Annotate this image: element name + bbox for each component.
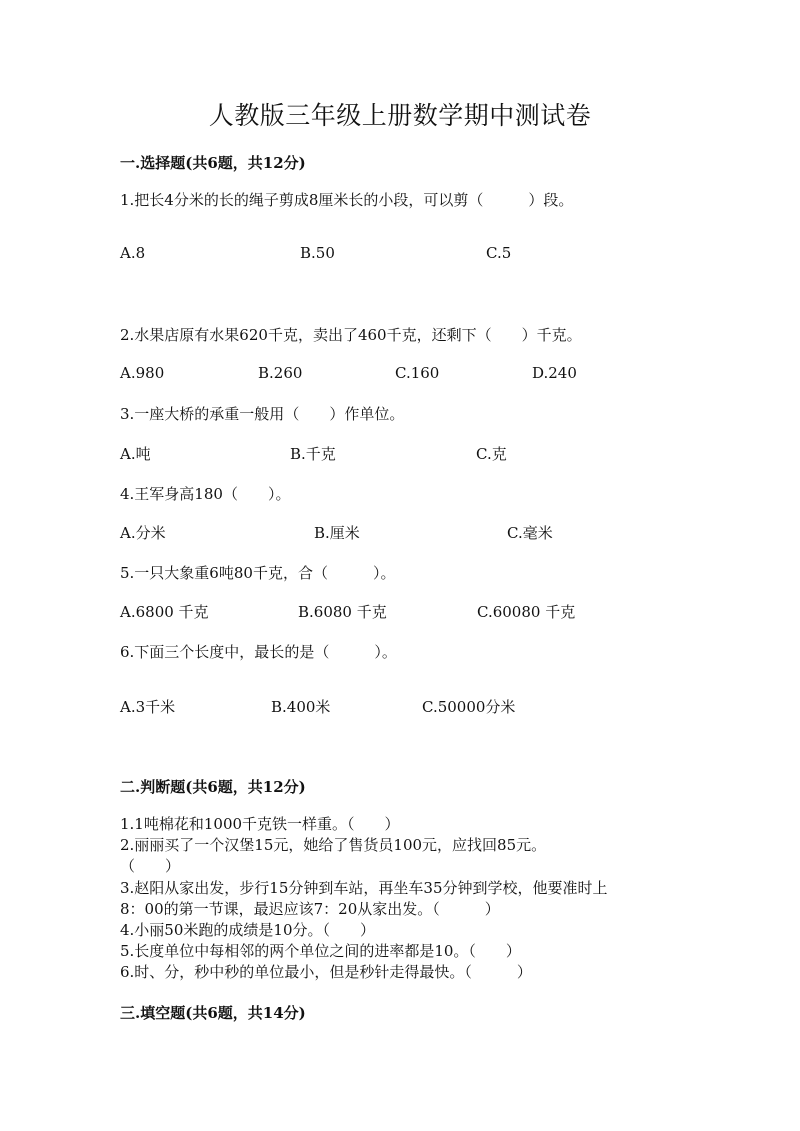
question-text: 6.下面三个长度中，最长的是（ ）。: [120, 643, 397, 661]
question-text: 2.水果店原有水果620千克，卖出了460千克，还剩下（ ）千克。: [120, 326, 582, 344]
option-c: C.160: [395, 364, 440, 382]
option-c: C.毫米: [507, 524, 553, 542]
section-heading-judge: 二.判断题(共6题，共12分): [120, 778, 306, 796]
judge-line: 1.1吨棉花和1000千克铁一样重。（ ）: [120, 815, 400, 833]
option-b: B.400米: [271, 698, 331, 716]
option-b: B.6080 千克: [298, 603, 387, 621]
section-heading-fill: 三.填空题(共6题，共14分): [120, 1004, 306, 1022]
option-a: A.6800 千克: [120, 603, 209, 621]
option-d: D.240: [532, 364, 577, 382]
question-text: 5.一只大象重6吨80千克，合（ ）。: [120, 564, 396, 582]
option-b: B.千克: [290, 445, 336, 463]
option-a: A.8: [120, 244, 146, 262]
question-text: 3.一座大桥的承重一般用（ ）作单位。: [120, 405, 405, 423]
option-a: A.980: [120, 364, 165, 382]
question-text: 1.把长4分米的长的绳子剪成8厘米长的小段，可以剪（ ）段。: [120, 191, 574, 209]
option-b: B.厘米: [314, 524, 360, 542]
option-c: C.50000分米: [422, 698, 516, 716]
judge-line: 5.长度单位中每相邻的两个单位之间的进率都是10。（ ）: [120, 942, 521, 960]
judge-line: 6.时、分，秒中秒的单位最小，但是秒针走得最快。（ ）: [120, 963, 532, 981]
judge-line: 8：00的第一节课，最迟应该7：20从家出发。（ ）: [120, 900, 500, 918]
judge-line: 3.赵阳从家出发，步行15分钟到车站，再坐车35分钟到学校，他要准时上: [120, 879, 608, 897]
option-c: C.60080 千克: [477, 603, 576, 621]
question-text: 4.王军身高180（ ）。: [120, 485, 291, 503]
page-title: 人教版三年级上册数学期中测试卷: [208, 101, 592, 130]
option-b: B.50: [300, 244, 335, 262]
option-b: B.260: [258, 364, 303, 382]
option-c: C.5: [486, 244, 512, 262]
option-c: C.克: [476, 445, 507, 463]
option-a: A.3千米: [120, 698, 176, 716]
judge-line: 4.小丽50米跑的成绩是10分。（ ）: [120, 921, 375, 939]
section-heading-choice: 一.选择题(共6题，共12分): [120, 154, 306, 172]
option-a: A.吨: [120, 445, 151, 463]
option-a: A.分米: [120, 524, 166, 542]
judge-line: 2.丽丽买了一个汉堡15元，她给了售货员100元，应找回85元。: [120, 836, 547, 854]
judge-line: （ ）: [120, 857, 181, 875]
